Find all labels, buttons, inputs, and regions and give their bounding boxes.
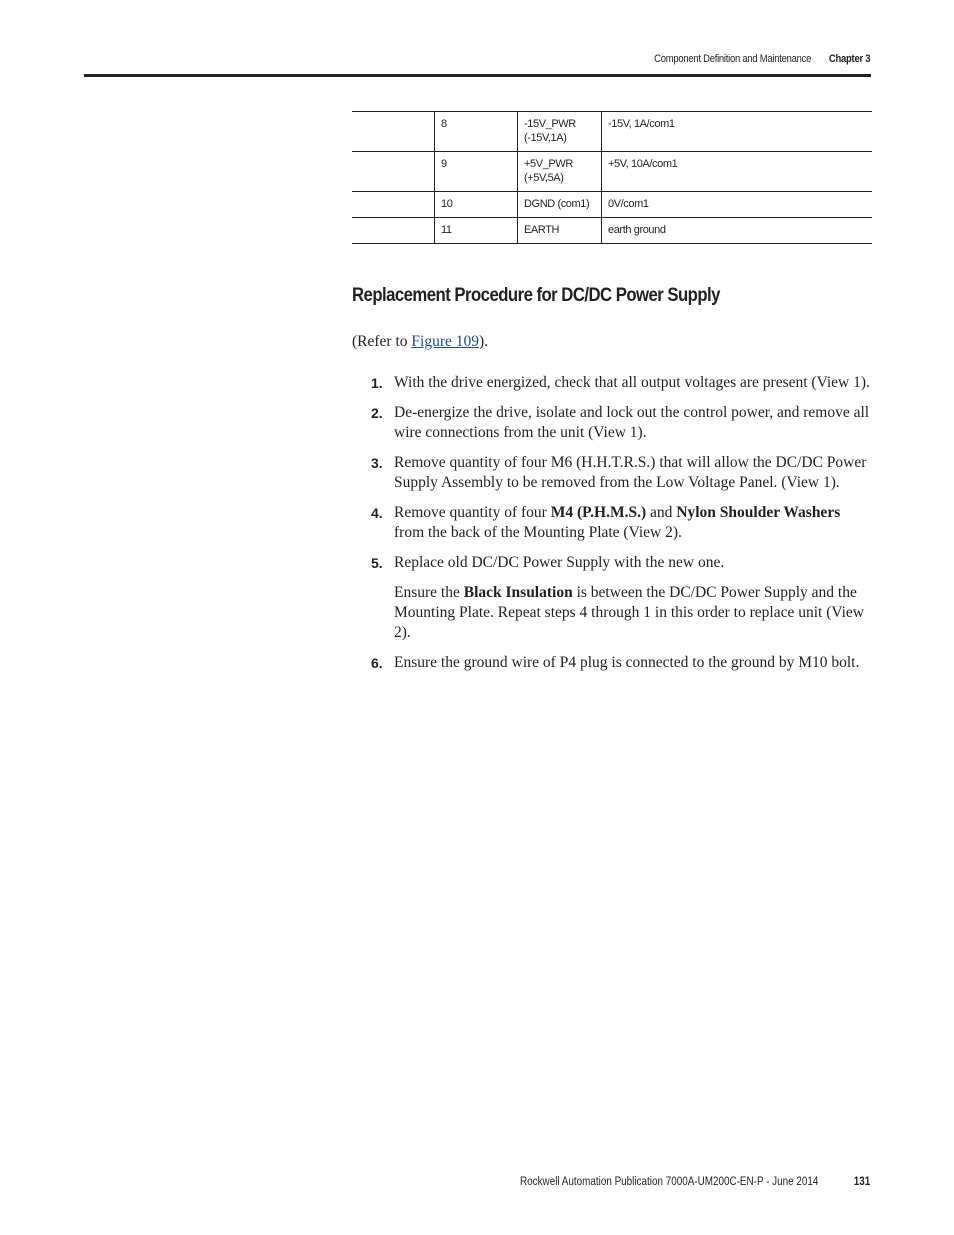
figure-link[interactable]: Figure 109 bbox=[411, 333, 479, 350]
table-cell bbox=[352, 218, 435, 244]
table-row bbox=[352, 192, 872, 218]
refer-paragraph bbox=[352, 333, 488, 351]
header-chapter: Chapter 3 bbox=[828, 53, 870, 65]
table-cell-signal: DGND (com1) bbox=[518, 192, 602, 218]
list-item bbox=[352, 503, 872, 543]
step-text: and bbox=[646, 504, 677, 521]
step-number: 6. bbox=[371, 655, 383, 671]
section-title: Replacement Procedure for DC/DC Power Supply bbox=[352, 285, 720, 306]
step-number: 1. bbox=[371, 375, 383, 391]
step-text: Remove quantity of four M6 (H.H.T.R.S.) that will allow the DC/DC Power Supply Assembly to be removed from the Low Voltage Panel. (View 1). bbox=[394, 454, 867, 491]
table-row bbox=[352, 218, 872, 244]
step-bold-text: Black Insulation bbox=[463, 584, 573, 601]
table-cell-pin: 8 bbox=[435, 112, 518, 152]
table-cell-signal: EARTH bbox=[518, 218, 602, 244]
table-cell-desc: +5V, 10A/com1 bbox=[602, 152, 873, 192]
step-note-text: is between the DC/DC Power Supply and the Mounting Plate. Repeat steps 4 through 1 in this order to replace unit (View 2). bbox=[394, 584, 865, 641]
refer-prefix: (Refer to bbox=[352, 333, 412, 350]
list-item bbox=[352, 653, 872, 673]
list-item bbox=[352, 373, 872, 393]
table-cell bbox=[352, 112, 435, 152]
step-note bbox=[394, 583, 872, 643]
step-number: 4. bbox=[371, 505, 383, 521]
step-text: Remove quantity of four bbox=[394, 504, 551, 521]
step-text: Ensure the ground wire of P4 plug is connected to the ground by M10 bolt. bbox=[394, 654, 860, 671]
step-text: Replace old DC/DC Power Supply with the new one. bbox=[394, 554, 725, 571]
table-cell-desc: 0V/com1 bbox=[602, 192, 873, 218]
table-row bbox=[352, 112, 872, 152]
list-item bbox=[352, 453, 872, 493]
table-cell-pin: 10 bbox=[435, 192, 518, 218]
step-number: 2. bbox=[371, 405, 383, 421]
table-cell-desc: -15V, 1A/com1 bbox=[602, 112, 873, 152]
header-section: Component Definition and Maintenance bbox=[653, 53, 811, 65]
list-item bbox=[352, 403, 872, 443]
table-cell bbox=[352, 152, 435, 192]
table-cell bbox=[352, 192, 435, 218]
running-header bbox=[654, 53, 870, 65]
table-cell-pin: 11 bbox=[435, 218, 518, 244]
header-rule bbox=[84, 74, 871, 77]
footer-publication: Rockwell Automation Publication 7000A-UM200C-EN-P - June 2014 bbox=[519, 1176, 819, 1188]
pin-table bbox=[352, 111, 872, 244]
step-note-text: Ensure the bbox=[394, 584, 464, 601]
step-text: from the back of the Mounting Plate (View 2). bbox=[394, 524, 682, 541]
table-row bbox=[352, 152, 872, 192]
step-number: 3. bbox=[371, 455, 383, 471]
step-text: With the drive energized, check that all output voltages are present (View 1). bbox=[394, 374, 870, 391]
list-item bbox=[352, 553, 872, 643]
step-text: De-energize the drive, isolate and lock out the control power, and remove all wire connections from the unit (View 1). bbox=[394, 404, 870, 441]
table-cell-pin: 9 bbox=[435, 152, 518, 192]
step-bold-text: Nylon Shoulder Washers bbox=[676, 504, 841, 521]
table-cell-signal: -15V_PWR (-15V,1A) bbox=[518, 112, 602, 152]
table-cell-signal: +5V_PWR (+5V,5A) bbox=[518, 152, 602, 192]
refer-suffix: ). bbox=[478, 333, 489, 350]
procedure-steps bbox=[352, 373, 872, 683]
step-number: 5. bbox=[371, 555, 383, 571]
step-bold-text: M4 (P.H.M.S.) bbox=[550, 504, 647, 521]
table-cell-desc: earth ground bbox=[602, 218, 873, 244]
page-number: 131 bbox=[853, 1176, 870, 1188]
page-footer bbox=[520, 1176, 870, 1188]
